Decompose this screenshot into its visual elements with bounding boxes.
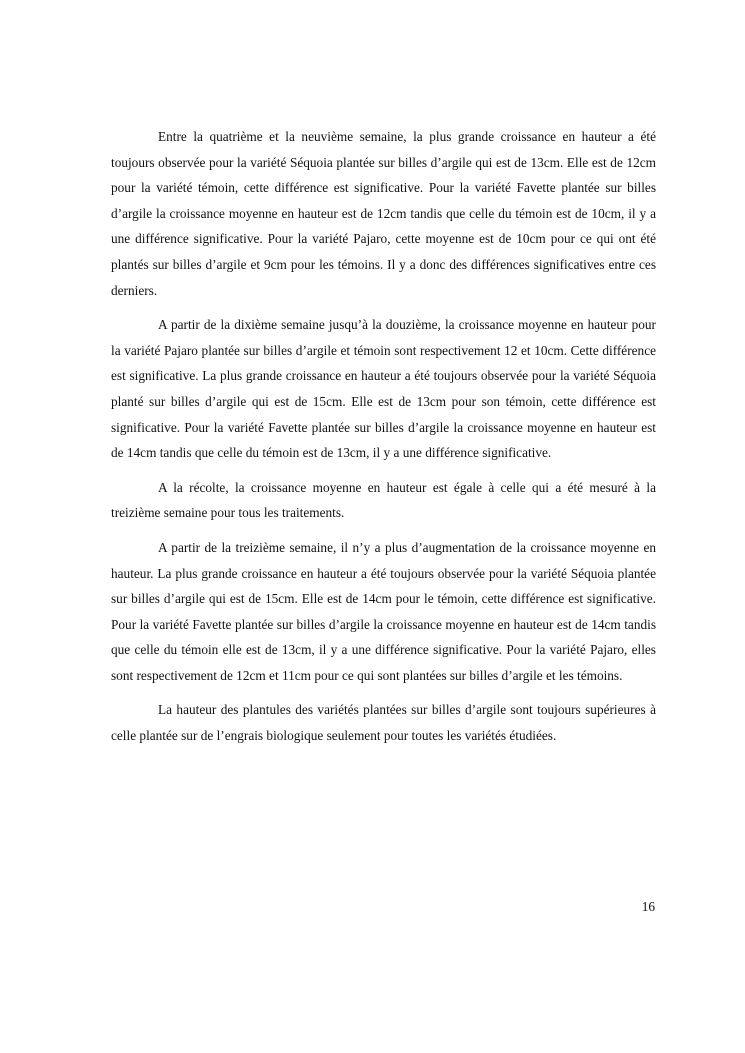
page-number: 16 [641, 899, 655, 914]
paragraph-1: Entre la quatrième et la neuvième semaine, la plus grande croissance en hauteur a été toujours observée pour la variété Séquoia plantée sur billes d’argile qui est de 13cm. Elle est de 12cm pour la variété témoin, cette différence est significative. Pour la variété Favette plantée sur billes d’argile la croissance moyenne en hauteur est de 12cm tandis que celle du témoin est de 10cm, il y a une différence significative. Pour la variété Pajaro, cette moyenne est de 10cm pour ce qui ont été plantés sur billes d’argile et 9cm pour les témoins. Il y a donc des différences significatives entre ces derniers. [111, 129, 656, 298]
paragraph-5: La hauteur des plantules des variétés plantées sur billes d’argile sont toujours supérieures à celle plantée sur de l’engrais biologique seulement pour toutes les variétés étudiées. [111, 702, 656, 744]
paragraph-3: A la récolte, la croissance moyenne en hauteur est égale à celle qui a été mesuré à la treizième semaine pour tous les traitements. [111, 479, 656, 521]
paragraph-4: A partir de la treizième semaine, il n’y a plus d’augmentation de la croissance moyenne en hauteur. La plus grande croissance en hauteur a été toujours observée pour la variété Séquoia plantée sur billes d’argile qui est de 15cm. Elle est de 14cm pour le témoin, cette différence est significative. Pour la variété Favette plantée sur billes d’argile la croissance moyenne en hauteur est de 14cm tandis que celle du témoin elle est de 13cm, il y a une différence significative. Pour la variété Pajaro, elles sont respectivement de 12cm et 11cm pour ce qui sont plantées sur billes d’argile et les témoins. [111, 539, 656, 683]
document-body [111, 124, 656, 758]
paragraph-2: A partir de la dixième semaine jusqu’à la douzième, la croissance moyenne en hauteur pour la variété Pajaro plantée sur billes d’argile et témoin sont respectivement 12 et 10cm. Cette différence est significative. La plus grande croissance en hauteur a été toujours observée pour la variété Séquoia planté sur billes d’argile qui est de 15cm. Elle est de 13cm pour son témoin, cette différence est significative. Pour la variété Favette plantée sur billes d’argile la croissance moyenne en hauteur est de 14cm tandis que celle du témoin est de 13cm, il y a une différence significative. [111, 317, 656, 461]
